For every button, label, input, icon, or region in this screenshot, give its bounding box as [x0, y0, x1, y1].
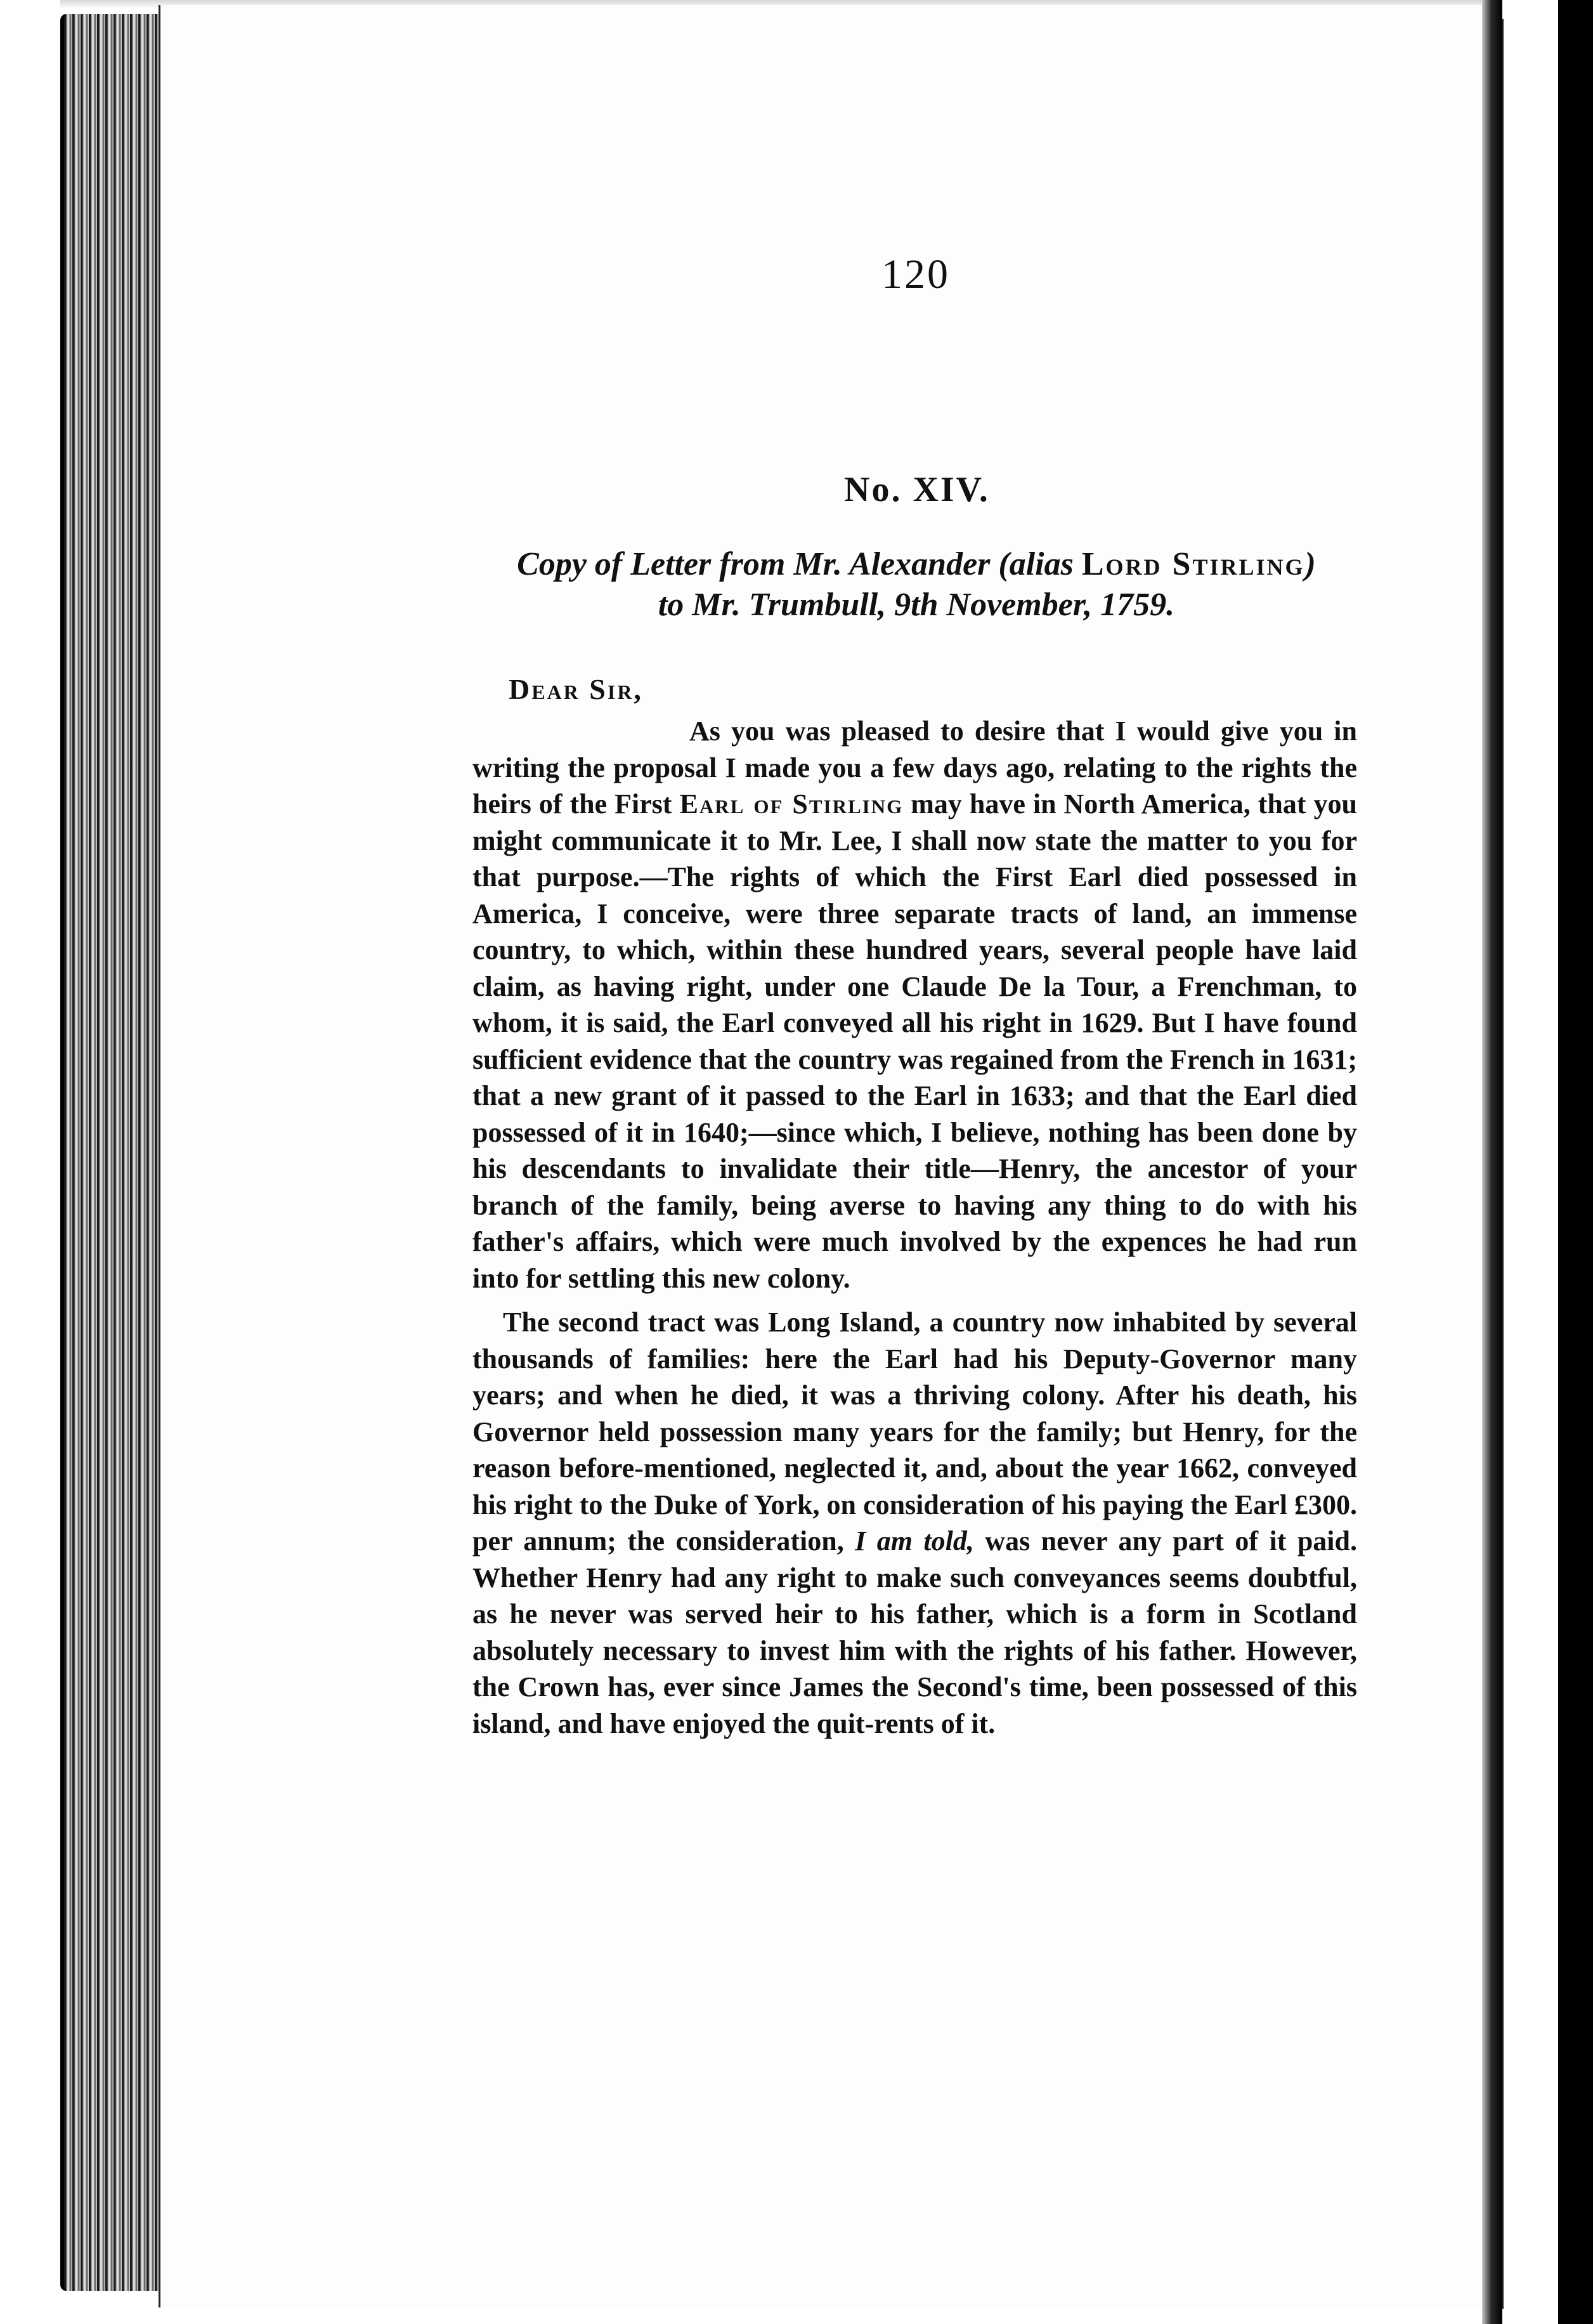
heading-line-1-end: ) [1304, 546, 1316, 582]
spine-shadow [1482, 0, 1502, 2324]
section-title: No. XIV. [844, 470, 990, 509]
letter-heading [472, 544, 1360, 625]
paragraph-2 [472, 1304, 1357, 1742]
letter-body [472, 713, 1357, 1742]
salutation: Dear Sir, [509, 673, 643, 705]
paragraph-2-italic: I am told, [855, 1525, 974, 1557]
heading-line-2: to Mr. Trumbull, 9th November, 1759. [658, 587, 1175, 623]
book-page-edges [60, 14, 162, 2291]
paragraph-1 [472, 713, 1357, 1296]
page-number: 120 [881, 251, 950, 297]
scan-border [1558, 0, 1593, 2324]
paragraph-1-earl-of-stirling: Earl of Stirling [679, 788, 904, 819]
paragraph-1-text-b: may have in North America, that you might communicate it to Mr. Lee, I shall now state the matter to you for that purpose.—The rights of which the First Earl died possessed in America, I conceive, were three separate tracts of land, an immense country, to which, within these hundred years, several people have laid claim, as having right, under one Claude De la Tour, a Frenchman, to whom, it is said, the Earl conveyed all his right in 1629. But I have found sufficient evidence that the country was regained from the French in 1631; that a new grant of it passed to the Earl in 1633; and that the Earl died possessed of it in 1640;—since which, I believe, nothing has been done by his descendants to invalidate their title—Henry, the ancestor of your branch of the family, being averse to having any thing to do with his father's affairs, which were much involved by the expences he had run into for settling this new colony. [472, 788, 1358, 1294]
heading-lord-stirling: Lord Stirling [1081, 546, 1305, 582]
adjacent-page-edge [1502, 19, 1559, 2309]
paragraph-2-text-a: The second tract was Long Island, a country now inhabited by several thousands of families: here the Earl had his Deputy-Governor many years; and when he died, it was a thriving colony. After his death, his Governor held possession many years for the family; but Henry, for the reason before-mentioned, neglected it, and, about the year 1662, conveyed his right to the Duke of York, on consideration of his paying the Earl £300. per annum; the consideration, [472, 1307, 1357, 1557]
heading-line-1-start: Copy of Letter from Mr. Alexander (alias [517, 546, 1082, 582]
paragraph-1-text-a: As you was pleased to desire that I would give you in writing the proposal I made you a few days ago, relating to the rights the heirs of the First [472, 715, 1357, 819]
heading-line-1 [472, 544, 1360, 585]
paragraph-2-text-b: was never any part of it paid. Whether Henry had any right to make such conveyances seems doubtful, as he never was served heir to his father, which is a form in Scotland absolutely necessary to invest him with the rights of his father. However, the Crown has, ever since James the Second's time, been possessed of this island, and have enjoyed the quit-rents of it. [472, 1525, 1357, 1739]
